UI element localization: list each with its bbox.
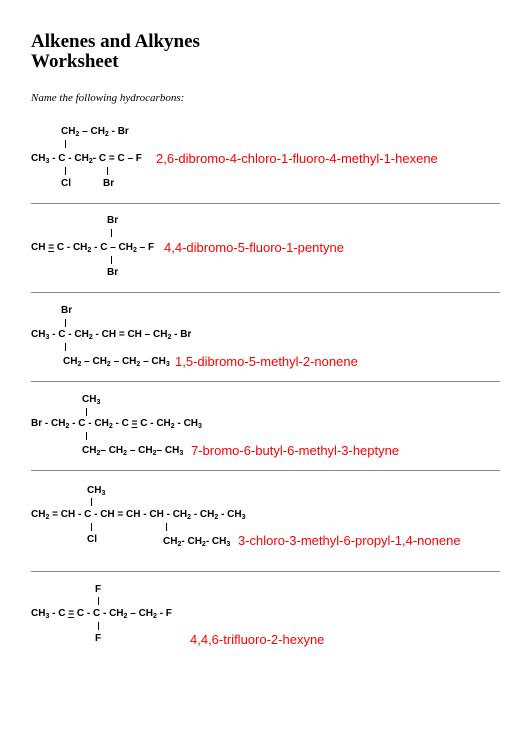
divider	[31, 470, 500, 471]
formula-text: $CH_3$ - C - $CH_2$ - CH = CH – $CH_2$ - Br	[31, 329, 192, 341]
title-line-1: Alkenes and Alkynes	[31, 31, 200, 52]
bond-line	[86, 408, 87, 416]
bond-line	[65, 140, 66, 148]
formula-text: $CH_2$ = CH - C - CH = CH - CH - $CH_2 - CH_2 - CH_3$	[31, 509, 246, 521]
bond-line	[91, 498, 92, 506]
bond-line	[111, 229, 112, 237]
formula-text: $CH_2 - CH_2$ - Br	[61, 126, 129, 138]
answer-text: 2,6-dibromo-4-chloro-1-fluoro-4-methyl-1-hexene	[156, 151, 438, 166]
instruction-text: Name the following hydrocarbons:	[31, 92, 185, 104]
bond-line	[65, 343, 66, 351]
answer-text: 1,5-dibromo-5-methyl-2-nonene	[175, 354, 358, 369]
divider	[31, 292, 500, 293]
formula-text: Cl	[61, 178, 71, 189]
formula-text: Br	[103, 178, 115, 189]
formula-text: Cl	[87, 534, 97, 545]
worksheet-title	[31, 32, 200, 72]
formula-text: F	[95, 584, 102, 595]
bond-line	[65, 167, 66, 175]
formula-text: $CH_2-$ $CH_2 - CH_2-$ $CH_3$	[82, 445, 184, 457]
bond-line	[111, 256, 112, 264]
formula-text: Br	[107, 215, 119, 226]
formula-text: Br	[61, 305, 73, 316]
formula-text: CH = C - $CH_2$ - C – $CH_2$ – F	[31, 242, 155, 254]
formula-text: $CH_2 - CH_2 - CH_2 - CH_3$	[63, 356, 170, 368]
bond-line	[166, 523, 167, 531]
formula-text: $Br - CH_2 - C - CH_2 - C = C - CH_2 - CH_3$	[31, 418, 202, 430]
bond-line	[65, 319, 66, 327]
formula-text: $CH_2-$ $CH_2-$ $CH_3$	[163, 536, 231, 548]
formula-text: F	[95, 633, 102, 644]
answer-text: 3-chloro-3-methyl-6-propyl-1,4-nonene	[238, 533, 461, 548]
answer-text: 4,4,6-trifluoro-2-hexyne	[190, 632, 325, 647]
formula-text: $CH_3 - C = C - C - CH_2 - CH_2 - F$	[31, 608, 172, 620]
title-line-2: Worksheet	[31, 51, 119, 72]
divider	[31, 381, 500, 382]
answer-text: 7-bromo-6-butyl-6-methyl-3-heptyne	[191, 443, 400, 458]
answer-text: 4,4-dibromo-5-fluoro-1-pentyne	[164, 240, 344, 255]
bond-line	[98, 597, 99, 605]
formula-text: $CH_3$	[82, 394, 101, 406]
formula-text: Br	[107, 267, 119, 278]
formula-text: $CH_3$ - C - $CH_2-$ C = C – F	[31, 153, 142, 165]
bond-line	[91, 523, 92, 531]
divider	[31, 571, 500, 572]
divider	[31, 203, 500, 204]
bond-line	[107, 167, 108, 175]
formula-text: $CH_3$	[87, 485, 106, 497]
bond-line	[98, 622, 99, 630]
bond-line	[86, 432, 87, 440]
